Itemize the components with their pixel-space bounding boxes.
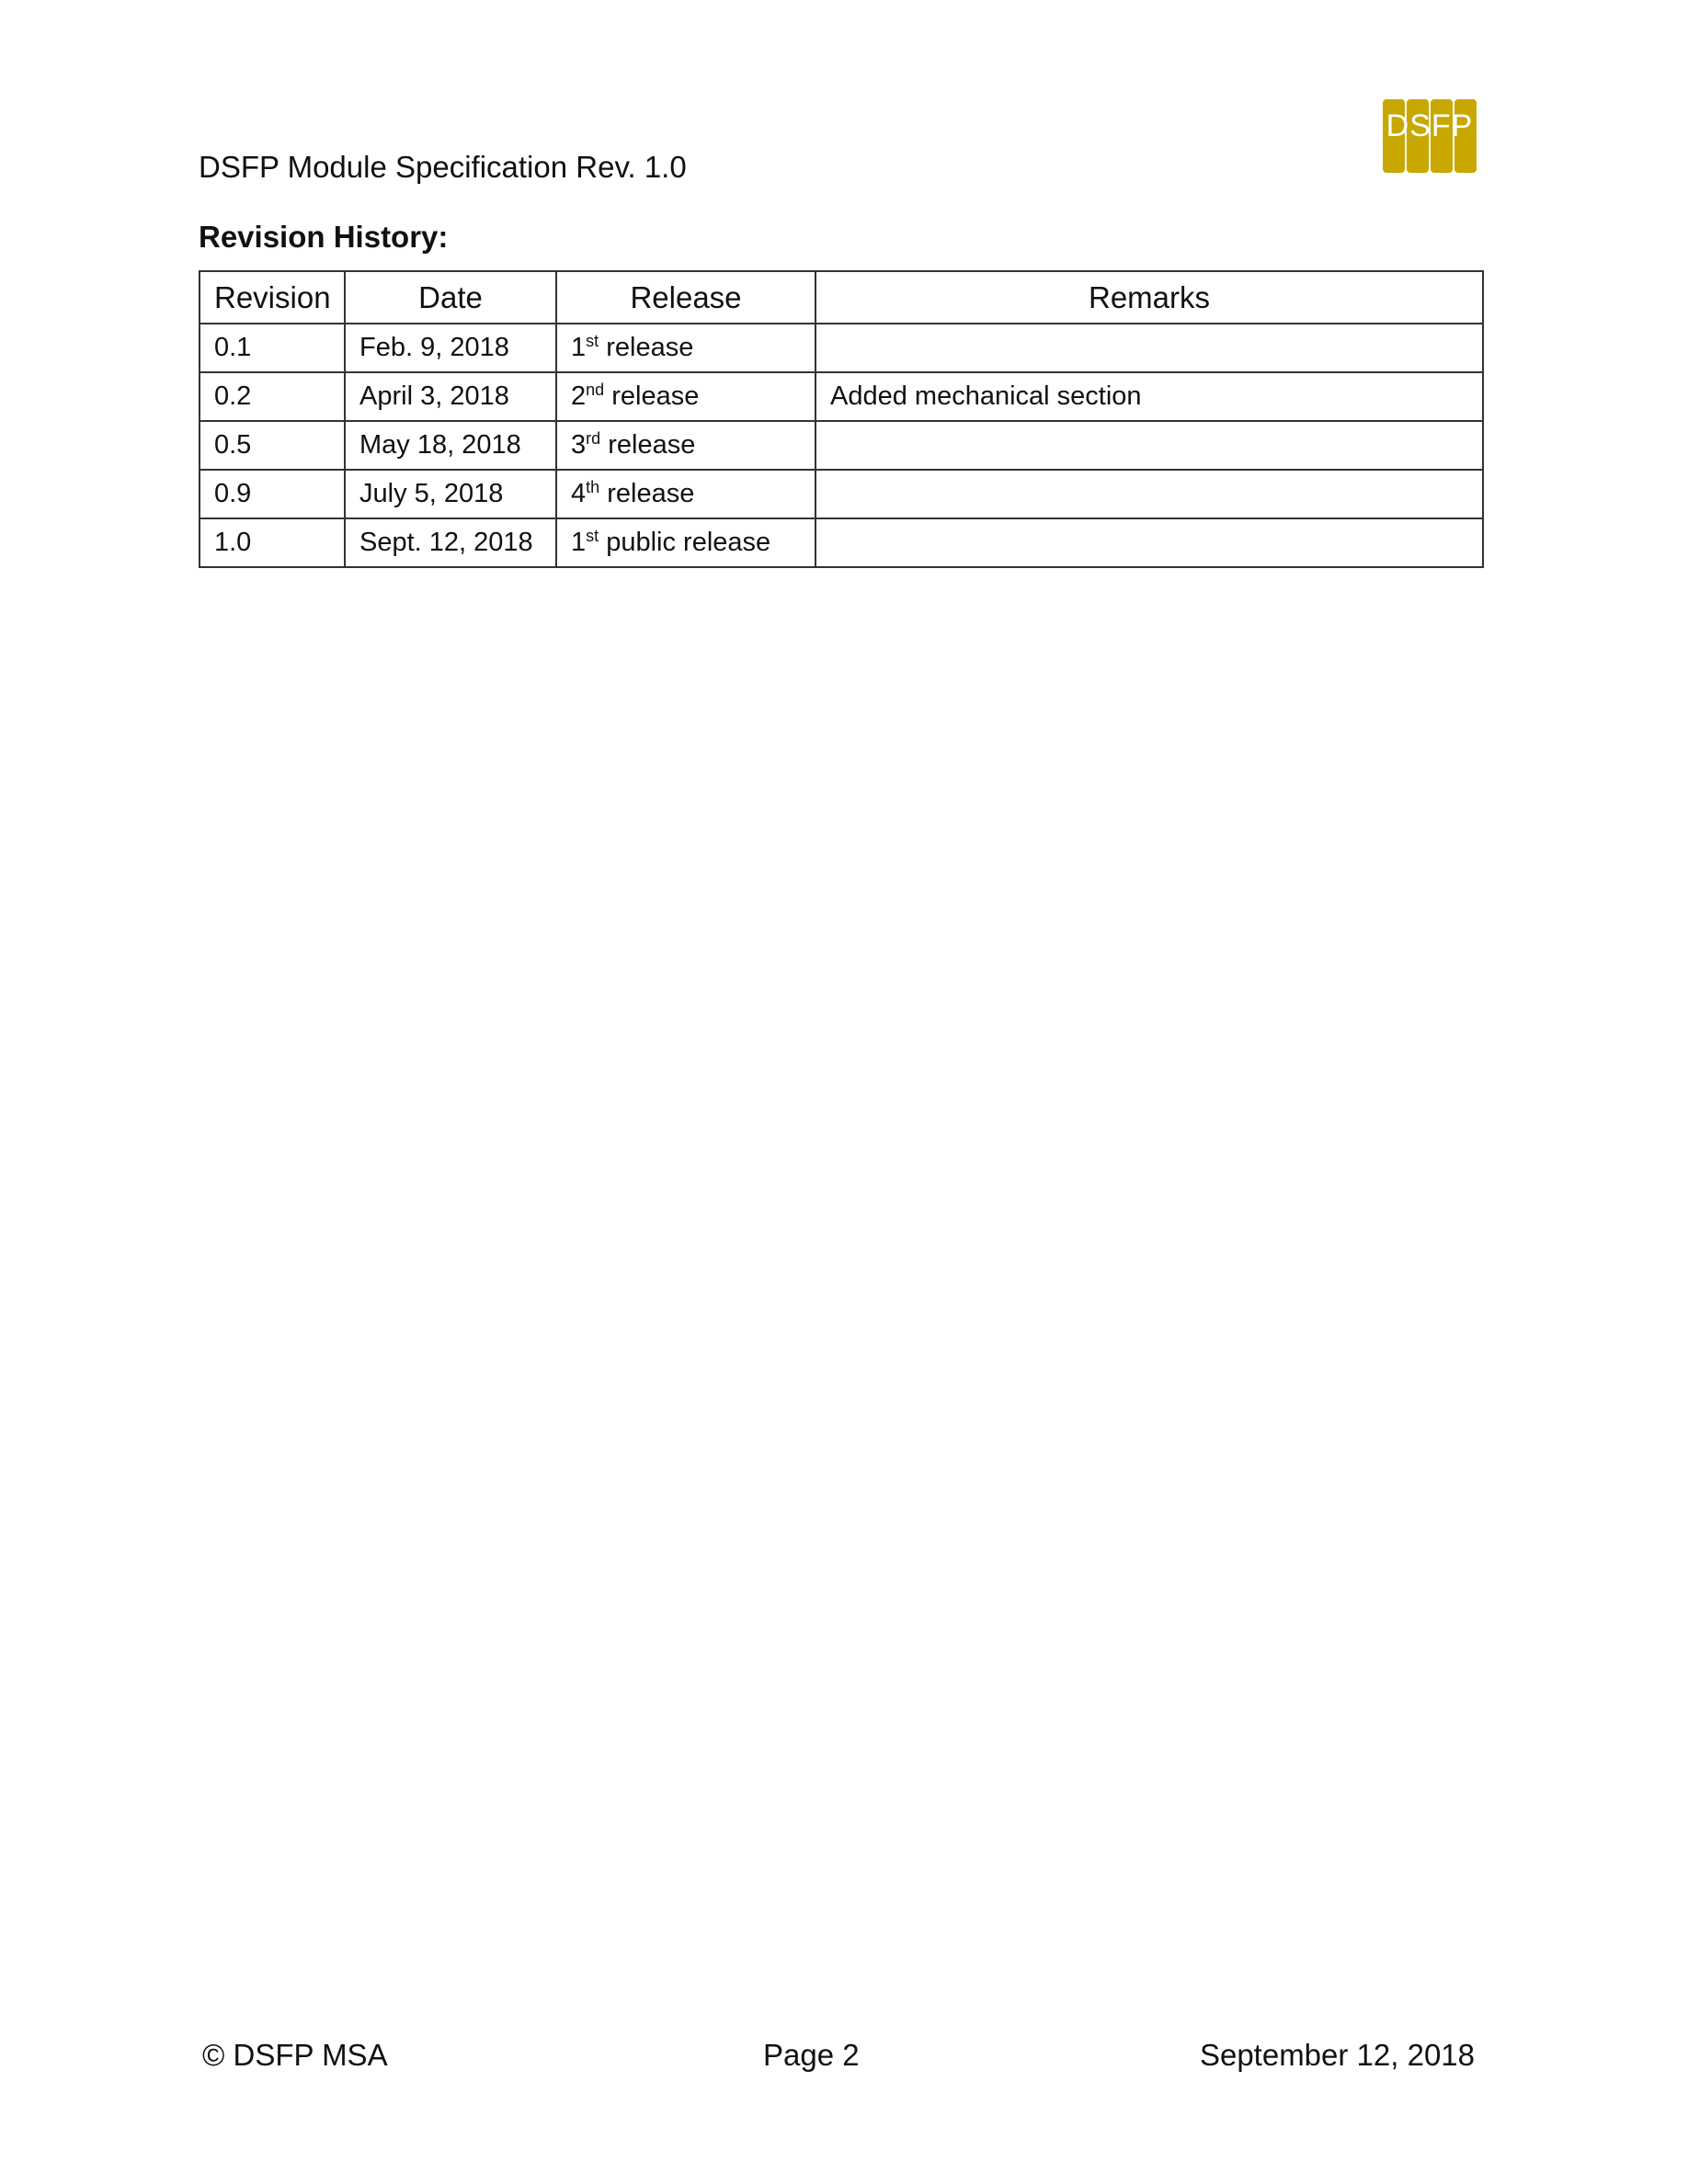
date-cell: April 3, 2018: [345, 372, 556, 421]
revision-history-table: [199, 270, 1484, 568]
release-cell: 3rd release: [556, 421, 815, 470]
column-header-revision: Revision: [200, 271, 345, 324]
footer-page-number: Page 2: [763, 2038, 860, 2072]
release-cell: 1st release: [556, 324, 815, 372]
document-title: DSFP Module Specification Rev. 1.0: [199, 150, 687, 184]
date-cell: May 18, 2018: [345, 421, 556, 470]
footer-copyright: © DSFP MSA: [202, 2038, 388, 2072]
dsfp-logo: [1383, 99, 1477, 176]
column-header-date: Date: [345, 271, 556, 324]
release-cell: 1st public release: [556, 518, 815, 567]
revision-cell: 0.2: [200, 372, 345, 421]
table-row: [200, 518, 1483, 567]
date-cell: Sept. 12, 2018: [345, 518, 556, 567]
svg-text:DSFP: DSFP: [1386, 108, 1474, 143]
remarks-cell: [815, 518, 1483, 567]
remarks-cell: Added mechanical section: [815, 372, 1483, 421]
table-row: [200, 324, 1483, 372]
date-cell: July 5, 2018: [345, 470, 556, 518]
release-cell: 4th release: [556, 470, 815, 518]
remarks-cell: [815, 470, 1483, 518]
column-header-remarks: Remarks: [815, 271, 1483, 324]
revision-cell: 0.5: [200, 421, 345, 470]
footer-date: September 12, 2018: [1199, 2038, 1475, 2072]
remarks-cell: [815, 324, 1483, 372]
revision-history-heading: Revision History:: [199, 220, 449, 254]
revision-cell: 0.1: [200, 324, 345, 372]
table-row: [200, 470, 1483, 518]
date-cell: Feb. 9, 2018: [345, 324, 556, 372]
table-header-row: [200, 271, 1483, 324]
remarks-cell: [815, 421, 1483, 470]
release-cell: 2nd release: [556, 372, 815, 421]
table-row: [200, 421, 1483, 470]
table-row: [200, 372, 1483, 421]
revision-cell: 0.9: [200, 470, 345, 518]
column-header-release: Release: [556, 271, 815, 324]
revision-cell: 1.0: [200, 518, 345, 567]
